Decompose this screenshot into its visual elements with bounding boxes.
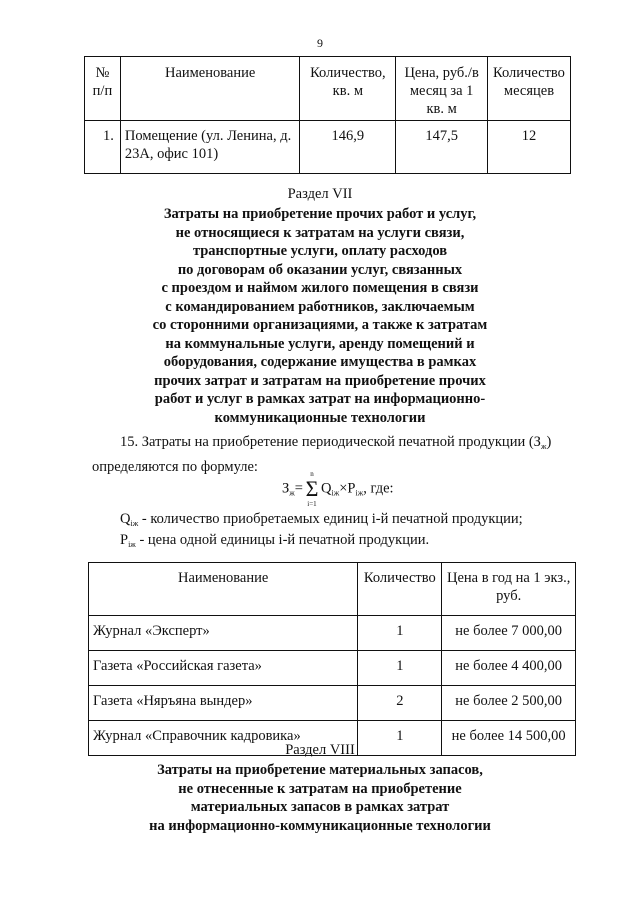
table-cell: Газета «Российская газета» [89, 651, 358, 686]
heading-line: материальных запасов в рамках затрат [190, 799, 450, 815]
table-cell: не более 4 400,00 [442, 651, 576, 686]
table-cell: Газета «Няръяна вындер» [89, 686, 358, 721]
def-symbol-sub: iж [130, 519, 139, 528]
table-row [89, 651, 576, 686]
table-cell: 147,5 [396, 121, 488, 174]
header-cell: Наименование [120, 57, 299, 121]
table-header-row [85, 57, 571, 121]
header-cell: Количество [358, 563, 442, 616]
section-heading [120, 205, 520, 427]
table-cell: Журнал «Эксперт» [89, 616, 358, 651]
table-cell: 146,9 [300, 121, 396, 174]
heading-line: на коммунальные услуги, аренду помещений и [165, 335, 475, 352]
heading-line: Затраты на приобретение прочих работ и услуг, [163, 206, 477, 222]
formula [282, 470, 394, 514]
sum-upper-limit: n [310, 470, 314, 478]
heading-line: с командированием работников, заключаемым [165, 298, 475, 315]
table-cell: Помещение (ул. Ленина, д. 23А, офис 101) [120, 121, 299, 174]
heading-line: Затраты на приобретение материальных запасов, [157, 762, 483, 778]
section-title: Раздел VII [287, 186, 353, 202]
sigma-icon: Σ [305, 476, 319, 501]
heading-line: со сторонними организациями, а также к затратам [152, 317, 488, 333]
definition-p [120, 531, 429, 554]
heading-line: прочих затрат и затратам на приобретение прочих [154, 372, 486, 389]
formula-lhs-sub: ж [289, 488, 295, 498]
formula-q-sub: iж [331, 488, 340, 498]
periodicals-table [88, 562, 576, 756]
table-cell: 12 [487, 121, 570, 174]
sum-lower-limit: i=1 [307, 500, 317, 508]
def-text: - цена одной единицы i-й печатной продукции. [135, 532, 430, 548]
formula-q: Q [320, 480, 332, 497]
definition-q [120, 510, 523, 533]
heading-line: оборудования, содержание имущества в рамках [163, 354, 477, 370]
section-title: Раздел VIII [285, 742, 355, 758]
formula-p: P [347, 480, 356, 497]
table-cell: 1. [85, 121, 121, 174]
paragraph-line: определяются по формуле: [92, 459, 258, 475]
paragraph-line [92, 432, 566, 457]
formula-p-sub: iж [355, 488, 364, 498]
def-symbol: P [120, 532, 129, 548]
def-symbol: Q [120, 511, 131, 527]
heading-line: на информационно-коммуникационные технологии [149, 817, 491, 834]
section-heading [100, 761, 540, 835]
header-cell: Наименование [89, 563, 358, 616]
table-row [89, 686, 576, 721]
table-row [85, 121, 571, 174]
table-cell: не более 14 500,00 [442, 721, 576, 756]
header-cell: Цена, руб./в месяц за 1 кв. м [396, 57, 488, 121]
table-cell: Журнал «Справочник кадровика» [89, 721, 358, 756]
paragraph-text: ) [546, 434, 552, 450]
header-cell: Количество, кв. м [300, 57, 396, 121]
formula-times: × [339, 480, 348, 497]
header-cell: Цена в год на 1 экз., руб. [442, 563, 576, 616]
heading-line: по договорам об оказании услуг, связанных [177, 261, 463, 278]
table-cell: не более 7 000,00 [442, 616, 576, 651]
def-text: - количество приобретаемых единиц i-й печатной продукции; [138, 511, 523, 527]
header-cell: № п/п [85, 57, 121, 121]
table-cell: 1 [358, 616, 442, 651]
heading-line: с проездом и наймом жилого помещения в связи [161, 280, 479, 296]
table-cell: 1 [358, 721, 442, 756]
rent-table [84, 56, 571, 174]
page-number: 9 [317, 36, 323, 50]
formula-lhs: З [282, 480, 290, 497]
paragraph-text: 15. Затраты на приобретение периодической печатной продукции ( [120, 434, 534, 450]
formula-eq: = [294, 480, 303, 497]
table-cell: 2 [358, 686, 442, 721]
header-cell: Количество месяцев [487, 57, 570, 121]
table-cell: не более 2 500,00 [442, 686, 576, 721]
symbol: З [533, 434, 541, 450]
heading-line: работ и услуг в рамках затрат на информационно- [154, 391, 486, 407]
def-symbol-sub: iж [128, 540, 136, 549]
heading-line: не относящиеся к затратам на услуги связи, [175, 224, 465, 241]
symbol-subscript: ж [540, 442, 547, 451]
table-cell: 1 [358, 651, 442, 686]
heading-line: коммуникационные технологии [214, 409, 426, 426]
heading-line: транспортные услуги, оплату расходов [192, 243, 448, 259]
sum-symbol [303, 470, 321, 508]
heading-line: не отнесенные к затратам на приобретение [178, 780, 462, 797]
table-header-row [89, 563, 576, 616]
table-row [89, 616, 576, 651]
formula-tail: , где: [363, 480, 394, 497]
